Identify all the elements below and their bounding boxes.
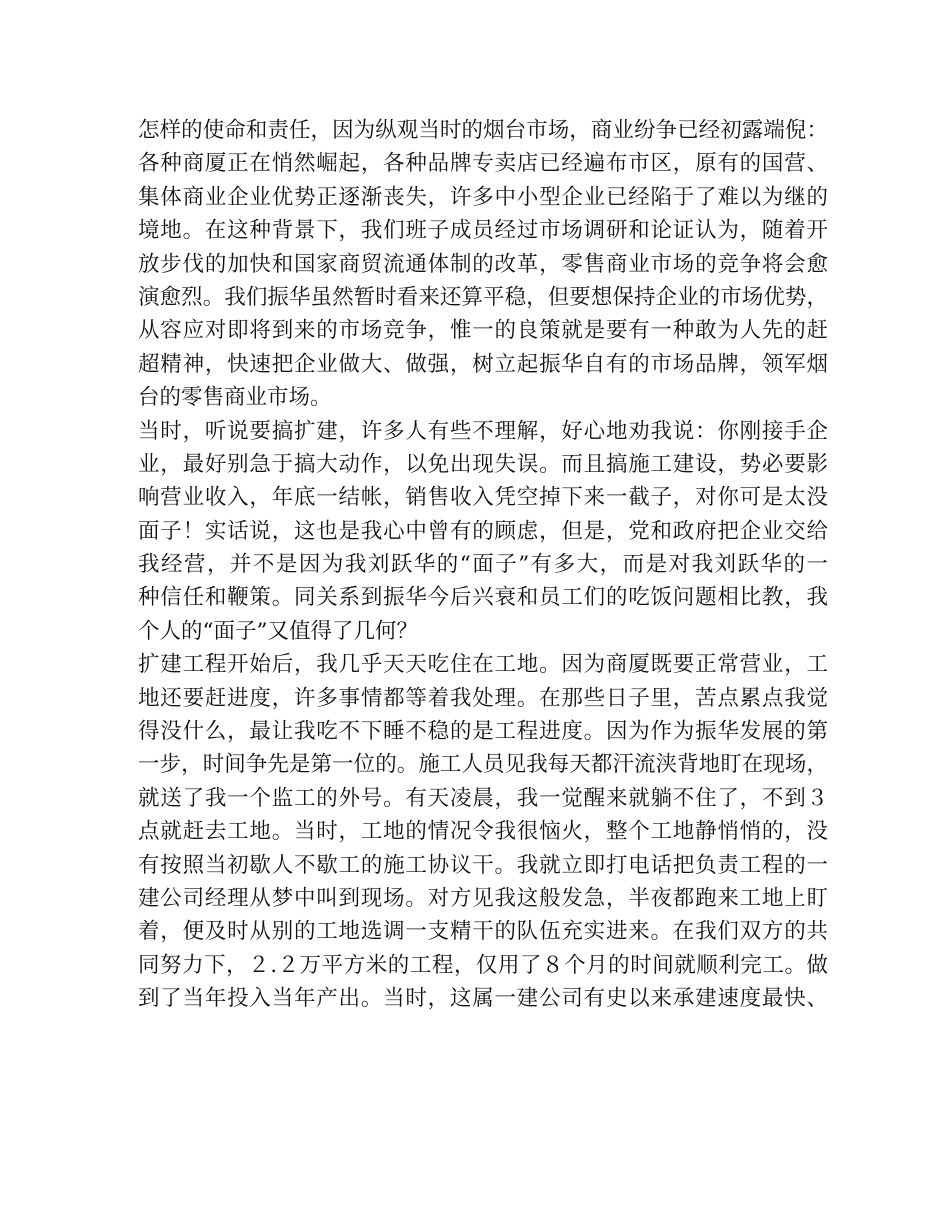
paragraph-3 — [138, 648, 828, 1015]
text-line: 集体商业企业优势正逐渐丧失，许多中小型企业已经陷于了难以为继的 — [138, 184, 828, 210]
text-line: 扩建工程开始后，我几乎天天吃住在工地。因为商厦既要正常营业，工 — [138, 652, 828, 678]
text-line: 境地。在这种背景下，我们班子成员经过市场调研和论证认为，随着开 — [138, 218, 828, 244]
text-line: 点就赶去工地。当时，工地的情况令我很恼火，整个工地静悄悄的，没 — [138, 819, 828, 845]
text-line: 同努力下，２.２万平方米的工程，仅用了８个月的时间就顺利完工。做 — [138, 952, 828, 978]
text-line: 个人的“面子”又值得了几何？ — [138, 618, 418, 644]
text-line: 业，最好别急于搞大动作，以免出现失误。而且搞施工建设，势必要影 — [138, 451, 828, 477]
text-line: 放步伐的加快和国家商贸流通体制的改革，零售商业市场的竞争将会愈 — [138, 251, 828, 277]
text-line: 怎样的使命和责任，因为纵观当时的烟台市场，商业纷争已经初露端倪： — [138, 118, 828, 143]
text-line: 地还要赶进度，许多事情都等着我处理。在那些日子里，苦点累点我觉 — [138, 685, 828, 711]
text-line: 响营业收入，年底一结帐，销售收入凭空掉下来一截子，对你可是太没 — [138, 485, 828, 511]
text-line: 超精神，快速把企业做大、做强，树立起振华自有的市场品牌，领军烟 — [138, 351, 828, 377]
text-line: 建公司经理从梦中叫到现场。对方见我这般发急，半夜都跑来工地上盯 — [138, 885, 828, 911]
text-line: 就送了我一个监工的外号。有天凌晨，我一觉醒来就躺不住了，不到３ — [138, 785, 828, 811]
text-line: 当时，听说要搞扩建，许多人有些不理解，好心地劝我说：你刚接手企 — [138, 418, 828, 444]
text-line: 着，便及时从别的工地选调一支精干的队伍充实进来。在我们双方的共 — [138, 919, 828, 945]
paragraph-2 — [138, 415, 828, 649]
document-body — [138, 114, 828, 1016]
text-line: 我经营，并不是因为我刘跃华的“面子”有多大，而是对我刘跃华的一 — [138, 552, 828, 578]
text-line: 得没什么，最让我吃不下睡不稳的是工程进度。因为作为振华发展的第 — [138, 719, 828, 745]
text-line: 各种商厦正在悄然崛起，各种品牌专卖店已经遍布市区，原有的国营、 — [138, 151, 828, 177]
text-line: 从容应对即将到来的市场竞争，惟一的良策就是要有一种敢为人先的赶 — [138, 318, 828, 344]
text-line: 演愈烈。我们振华虽然暂时看来还算平稳，但要想保持企业的市场优势， — [138, 284, 828, 310]
text-line: 台的零售商业市场。 — [138, 385, 332, 411]
text-line: 面子！实话说，这也是我心中曾有的顾虑，但是，党和政府把企业交给 — [138, 518, 828, 544]
paragraph-1 — [138, 114, 828, 415]
text-line: 种信任和鞭策。同关系到振华今后兴衰和员工们的吃饭问题相比教，我 — [138, 585, 828, 611]
text-line: 有按照当初歇人不歇工的施工协议干。我就立即打电话把负责工程的一 — [138, 852, 828, 878]
text-line: 到了当年投入当年产出。当时，这属一建公司有史以来承建速度最快、 — [138, 986, 828, 1012]
text-line: 一步，时间争先是第一位的。施工人员见我每天都汗流浃背地盯在现场， — [138, 752, 828, 778]
